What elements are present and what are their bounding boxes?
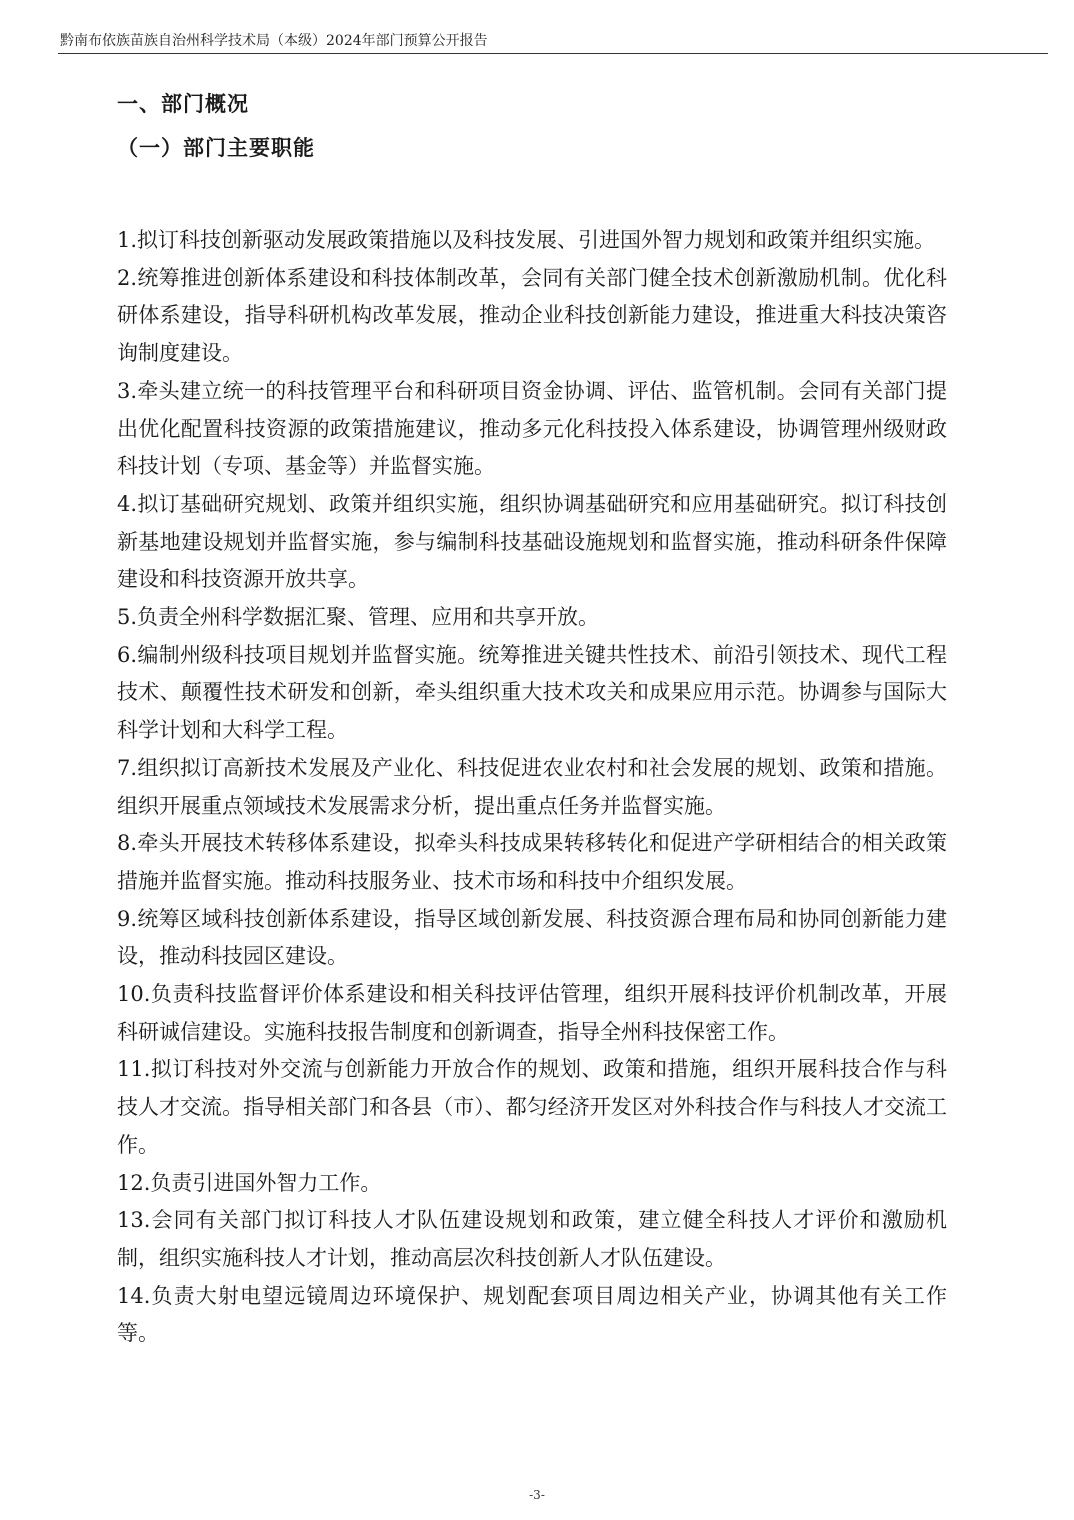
page-number: -3-	[529, 1488, 545, 1502]
duty-item: 11.拟订科技对外交流与创新能力开放合作的规划、政策和措施，组织开展科技合作与科技人才交流。指导相关部门和各县（市）、都匀经济开发区对外科技合作与科技人才交流工作。	[117, 1057, 947, 1157]
duty-item: 13.会同有关部门拟订科技人才队伍建设规划和政策，建立健全科技人才评价和激励机制，组织实施科技人才计划，推动高层次科技创新人才队伍建设。	[117, 1208, 947, 1270]
duty-item: 9.统筹区域科技创新体系建设，指导区域创新发展、科技资源合理布局和协同创新能力建设，推动科技园区建设。	[117, 906, 947, 969]
section-subheading: （一）部门主要职能	[117, 136, 315, 160]
duty-item: 3.牵头建立统一的科技管理平台和科研项目资金协调、评估、监管机制。会同有关部门提出优化配置科技资源的政策措施建议，推动多元化科技投入体系建设，协调管理州级财政科技计划（专项、基金等）并监督实施。	[117, 378, 947, 479]
duty-item: 8.牵头开展技术转移体系建设，拟牵头科技成果转移转化和促进产学研相结合的相关政策措施并监督实施。推动科技服务业、技术市场和科技中介组织发展。	[117, 831, 947, 893]
running-header: 黔南布依族苗族自治州科学技术局（本级）2024年部门预算公开报告	[60, 33, 488, 49]
header-divider	[58, 53, 1048, 54]
section-heading: 一、部门概况	[117, 92, 249, 116]
duty-item: 1.拟订科技创新驱动发展政策措施以及科技发展、引进国外智力规划和政策并组织实施。	[117, 228, 936, 252]
duty-item: 7.组织拟订高新技术发展及产业化、科技促进农业农村和社会发展的规划、政策和措施。组织开展重点领域技术发展需求分析，提出重点任务并监督实施。	[117, 755, 947, 818]
duty-item: 5.负责全州科学数据汇聚、管理、应用和共享开放。	[117, 605, 600, 630]
duty-item: 12.负责引进国外智力工作。	[117, 1170, 382, 1195]
duty-item: 2.统筹推进创新体系建设和科技体制改革，会同有关部门健全技术创新激励机制。优化科研体系建设，指导科研机构改革发展，推动企业科技创新能力建设，推进重大科技决策咨询制度建设。	[117, 265, 947, 366]
duties-list	[117, 222, 947, 1353]
duty-item: 4.拟订基础研究规划、政策并组织实施，组织协调基础研究和应用基础研究。拟订科技创新基地建设规划并监督实施，参与编制科技基础设施规划和监督实施，推动科研条件保障建设和科技资源开放共享。	[117, 491, 947, 592]
duty-item: 6.编制州级科技项目规划并监督实施。统筹推进关键共性技术、前沿引领技术、现代工程技术、颠覆性技术研发和创新，牵头组织重大技术攻关和成果应用示范。协调参与国际大科学计划和大科学工程。	[117, 642, 947, 743]
duty-item: 10.负责科技监督评价体系建设和相关科技评估管理，组织开展科技评价机制改革，开展科研诚信建设。实施科技报告制度和创新调查，指导全州科技保密工作。	[117, 982, 947, 1044]
duty-item: 14.负责大射电望远镜周边环境保护、规划配套项目周边相关产业，协调其他有关工作等。	[117, 1283, 947, 1346]
